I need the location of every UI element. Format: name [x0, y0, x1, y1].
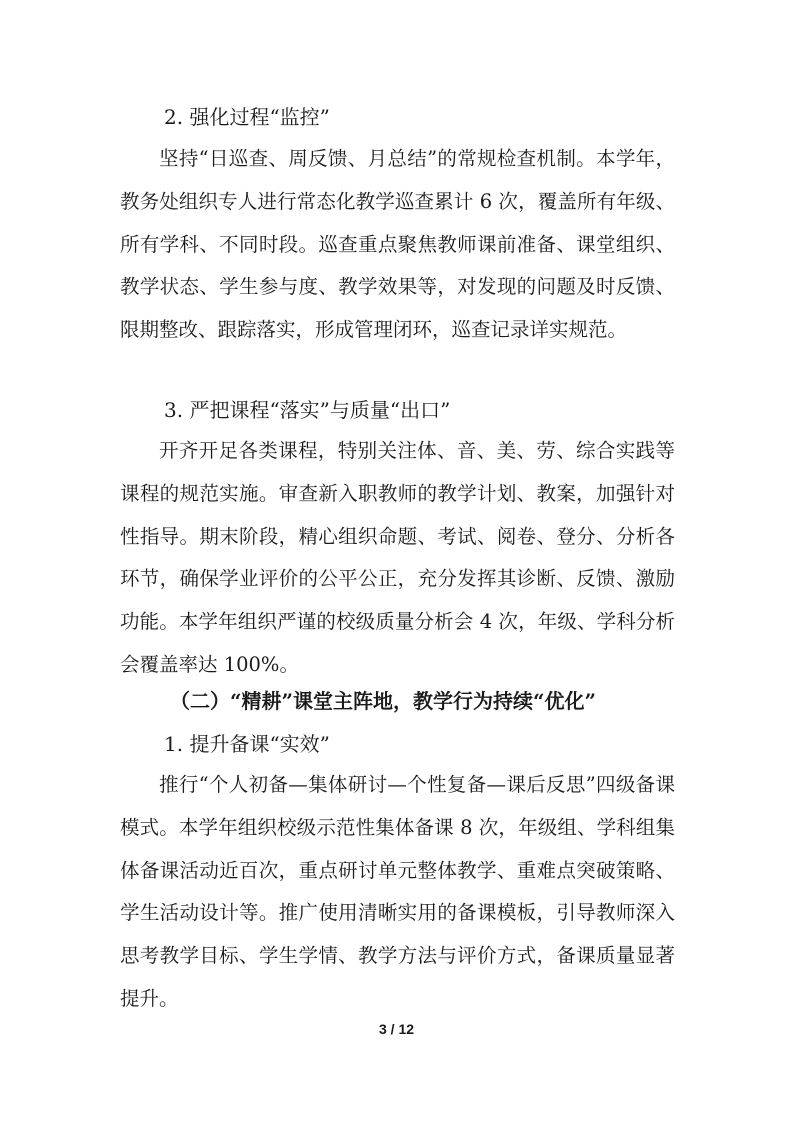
section-heading-classroom: （二）“精耕”课堂主阵地，教学行为持续“优化”: [170, 689, 597, 713]
page-number: 3 / 12: [378, 1021, 415, 1037]
subheading-course-quality: 3. 严把课程“落实”与质量“出口”: [164, 398, 451, 422]
subheading-lesson-prep: 1. 提升备课“实效”: [164, 732, 330, 756]
paragraph-course-implementation: 开齐开足各类课程，特别关注体、音、美、劳、综合实践等课程的规范实施。审查新入职教师的教学计划、教案，加强针对性指导。期末阶段，精心组织命题、考试、阅卷、登分、分析各环节，确保学业评价的公平公正，充分发挥其诊断、反馈、激励功能。本学年组织严谨的校级质量分析会 4 次，年级、学科分析会覆盖率达 100%。: [120, 439, 675, 676]
subheading-process-monitoring: 2. 强化过程“监控”: [164, 105, 330, 129]
paragraph-inspection-mechanism: 坚持“日巡查、周反馈、月总结”的常规检查机制。本学年，教务处组织专人进行常态化教学巡查累计 6 次，覆盖所有年级、所有学科、不同时段。巡查重点聚焦教师课前准备、课堂组织、教学状态、学生参与度、教学效果等，对发现的问题及时反馈、限期整改、跟踪落实，形成管理闭环，巡查记录详实规范。: [120, 147, 675, 342]
paragraph-lesson-prep-model: 推行“个人初备—集体研讨—个性复备—课后反思”四级备课模式。本学年组织校级示范性集体备课 8 次，年级组、学科组集体备课活动近百次，重点研讨单元整体教学、重难点突破策略、学生活动设计等。推广使用清晰实用的备课模板，引导教师深入思考教学目标、学生学情、教学方法与评价方式，备课质量显著提升。: [120, 773, 675, 1010]
